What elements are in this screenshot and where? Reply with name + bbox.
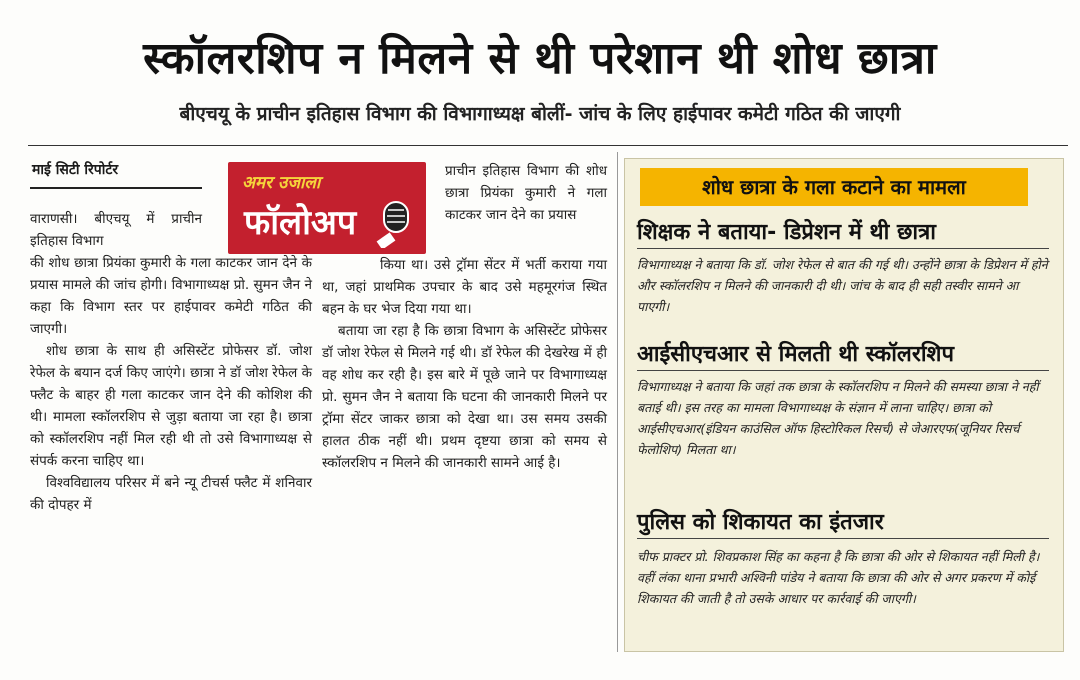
sidebar-rule-2 [637, 370, 1049, 371]
headline: स्कॉलरशिप न मिलने से थी परेशान थी शोध छात्रा [143, 33, 937, 84]
col2-body [322, 254, 607, 474]
sidebar-body-3: चीफ प्राक्टर प्रो. शिवप्रकाश सिंह का कहना है कि छात्रा की ओर से शिकायत नहीं मिली है। वहीं लंका थाना प्रभारी अश्विनी पांडेय ने बताया कि छात्रा की ओर से अगर प्रकरण में कोई शिकायत की जाती है तो उसके आधार पर कार्रवाई की जाएगी। [637, 549, 1040, 606]
sidebar-heading-1: शिक्षक ने बताया- डिप्रेशन में थी छात्रा [637, 220, 936, 245]
col1-body [30, 252, 312, 516]
col1-lead [30, 208, 202, 252]
sidebar-heading-3: पुलिस को शिकायत का इंतजार [637, 510, 884, 535]
col2-top-text: प्राचीन इतिहास विभाग की शोध छात्रा प्रियंका कुमारी ने गला काटकर जान देने का प्रयास [445, 163, 607, 223]
column-divider [617, 152, 618, 652]
byline: माई सिटी रिपोर्टर [32, 162, 119, 178]
col1-paragraph-3: विश्वविद्यालय परिसर में बने न्यू टीचर्स फ्लैट में शनिवार की दोपहर में [30, 475, 312, 513]
microphone-icon [374, 200, 418, 248]
sidebar-rule-3 [637, 538, 1049, 539]
followup-logo [228, 162, 426, 254]
byline-rule [30, 187, 202, 189]
sidebar-body-2: विभागाध्यक्ष ने बताया कि जहां तक छात्रा के स्कॉलरशिप न मिलने की समस्या छात्रा ने नहीं बताई थी। इस तरह का मामला विभागाध्यक्ष के संज्ञान में लाना चाहिए। छात्रा को आईसीएचआर(इंडियन काउंसिल ऑफ हिस्टोरिकल रिसर्च) से जेआरएफ(जूनियर रिसर्च फेलोशिप) मिलता था। [637, 379, 1039, 457]
sidebar-rule-1 [637, 248, 1049, 249]
col2-paragraph-1: किया था। उसे ट्रॉमा सेंटर में भर्ती कराया गया था, जहां प्राथमिक उपचार के बाद उसे महमूरगंज स्थित बहन के घर भेज दिया गया था। [322, 257, 607, 317]
sidebar-body-1: विभागाध्यक्ष ने बताया कि डॉ. जोश रेफेल से बात की गई थी। उन्होंने छात्रा के डिप्रेशन में होने और स्कॉलरशिप न मिलने की जानकारी दी थी। जांच के बाद ही सही तस्वीर सामने आ पाएगी। [637, 257, 1048, 314]
col1-lead-text: वाराणसी। बीएचयू में प्राचीन इतिहास विभाग [30, 211, 202, 249]
col1-paragraph-2: शोध छात्रा के साथ ही असिस्टेंट प्रोफेसर डॉ. जोश रेफेल के बयान दर्ज किए जाएंगे। छात्रा ने डॉ जोश रेफेल के फ्लैट के बाहर ही गला काटकर जान देने की कोशिश की थी। मामला स्कॉलरशिप से जुड़ा बताया जा रहा है। छात्रा को स्कॉलरशिप नहीं मिल रही थी तो उसे विभागाध्यक्ष से संपर्क करना चाहिए था। [30, 343, 312, 469]
col2-paragraph-2: बताया जा रहा है कि छात्रा विभाग के असिस्टेंट प्रोफेसर डॉ जोश रेफेल से मिलने गई थी। डॉ रेफेल की देखरेख में ही वह शोध कर रही है। इस बारे में पूछे जाने पर विभागाध्यक्ष प्रो. सुमन जैन ने बताया कि घटना की जानकारी मिलने पर ट्रॉमा सेंटर जाकर छात्रा को देखा था। उस समय उसकी हालत ठीक नहीं थी। प्रथम दृष्टया छात्रा को समय से स्कॉलरशिप न मिलने की जानकारी सामने आई है। [322, 323, 607, 471]
col1-paragraph-1: की शोध छात्रा प्रियंका कुमारी के गला काटकर जान देने के प्रयास मामले की जांच होगी। विभागाध्यक्ष प्रो. सुमन जैन ने कहा कि विभाग स्तर पर हाईपावर कमेटी गठित की जाएगी। [30, 255, 312, 337]
logo-followup-text: फॉलोअप [244, 203, 357, 243]
sidebar-title: शोध छात्रा के गला कटाने का मामला [640, 168, 1028, 206]
top-rule [28, 145, 1068, 146]
subheadline: बीएचयू के प्राचीन इतिहास विभाग की विभागाध्यक्ष बोलीं- जांच के लिए हाईपावर कमेटी गठित की जाएगी [179, 103, 901, 125]
col2-top [445, 160, 607, 226]
logo-brand-text: अमर उजाला [242, 173, 321, 193]
sidebar-heading-2: आईसीएचआर से मिलती थी स्कॉलरशिप [637, 342, 954, 367]
